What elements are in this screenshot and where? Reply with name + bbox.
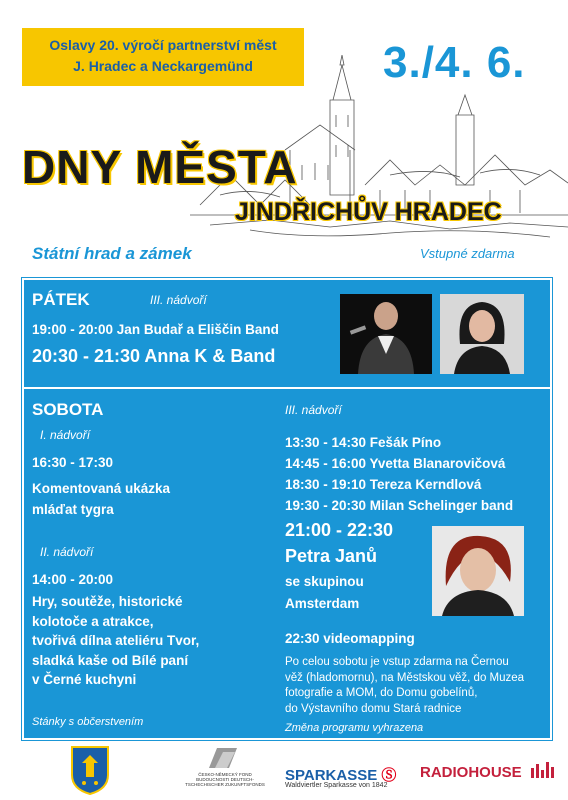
schedule-item: 18:30 - 19:10 Tereza Kerndlová <box>285 477 482 492</box>
day-divider <box>22 387 552 389</box>
sparkasse-s-icon: Ⓢ <box>381 767 397 784</box>
fund-logo-text: ČESKO-NĚMECKÝ FOND BUDOUCNOSTI DEUTSCH-TSCHECHISCHER ZUKUNFTSFONDS <box>185 772 265 787</box>
photo-anna-k <box>440 294 524 374</box>
headline-time: 21:00 - 22:30 <box>285 520 394 540</box>
courtyard-3-venue: III. nádvoří <box>285 403 342 417</box>
note-line: fotografie a MOM, do Domu gobelínů, <box>285 687 478 699</box>
radiohouse-wave-icon <box>530 760 554 780</box>
schedule-item: 13:30 - 14:30 Fešák Píno <box>285 435 442 450</box>
friday-item-2: 20:30 - 21:30 Anna K & Band <box>32 346 276 366</box>
activity-line: kolotoče a atrakce, <box>32 613 154 629</box>
page-subtitle: JINDŘICHŮV HRADEC <box>235 198 502 226</box>
note-line: Po celou sobotu je vstup zdarma na Černou <box>285 656 509 668</box>
fund-logo-icon <box>205 746 241 770</box>
event-dates: 3./4. 6. <box>383 38 526 87</box>
activity-line: v Černé kuchyni <box>32 672 137 687</box>
city-coat-of-arms-icon <box>70 745 110 795</box>
courtyard-1-time: 16:30 - 17:30 <box>32 455 114 470</box>
free-entry-note: Vstupné zdarma <box>420 246 515 261</box>
radiohouse-logo <box>420 764 522 781</box>
videomapping: 22:30 videomapping <box>285 631 415 646</box>
sparkasse-subtitle: Waldviertler Sparkasse von 1842 <box>285 782 388 789</box>
friday-item-1: 19:00 - 20:00 Jan Budař a Eliščin Band <box>32 322 279 337</box>
courtyard-1-activity <box>32 478 170 520</box>
headline-band: Amsterdam <box>285 596 360 611</box>
sparkasse-name: SPARKASSE <box>285 767 378 784</box>
radiohouse-name: RADIOHOUSE <box>420 764 522 781</box>
schedule-item: 14:45 - 16:00 Yvetta Blanarovičová <box>285 456 506 471</box>
photo-petra-janu <box>432 526 524 616</box>
photo-jan-budar <box>340 294 432 374</box>
activity-line: sladká kaše od Bílé paní <box>32 652 189 668</box>
anniversary-line-1: Oslavy 20. výročí partnerství měst <box>49 37 277 53</box>
friday-venue: III. nádvoří <box>150 293 207 307</box>
headline-with: se skupinou <box>285 574 364 589</box>
courtyard-3-schedule <box>285 432 513 516</box>
schedule-item: 19:30 - 20:30 Milan Schelinger band <box>285 498 514 513</box>
note-line: do Výstavního domu Stará radnice <box>285 702 462 715</box>
page-title: DNY MĚSTA <box>22 141 298 193</box>
anniversary-line-2: J. Hradec a Neckargemünd <box>73 58 253 74</box>
activity-line: Hry, soutěže, historické <box>32 594 183 609</box>
stands-note: Stánky s občerstvením <box>32 716 144 728</box>
activity-line: mláďat tygra <box>32 502 114 517</box>
courtyard-2-activities <box>32 592 199 690</box>
venue-title: Státní hrad a zámek <box>32 244 192 263</box>
note-line: věž (hladomornu), na Městskou věž, do Muzea <box>285 671 525 684</box>
activity-line: tvořivá dílna ateliéru Tvor, <box>32 633 200 648</box>
activity-line: Komentovaná ukázka <box>32 481 171 496</box>
headline-name: Petra Janů <box>285 546 378 566</box>
courtyard-1-venue: I. nádvoří <box>40 428 91 442</box>
courtyard-2-time: 14:00 - 20:00 <box>32 572 114 587</box>
courtyard-2-venue: II. nádvoří <box>40 545 94 559</box>
saturday-heading: SOBOTA <box>32 400 104 419</box>
friday-heading: PÁTEK <box>32 290 90 309</box>
program-change-note: Změna programu vyhrazena <box>285 722 424 734</box>
free-entry-towers-note <box>285 655 524 717</box>
